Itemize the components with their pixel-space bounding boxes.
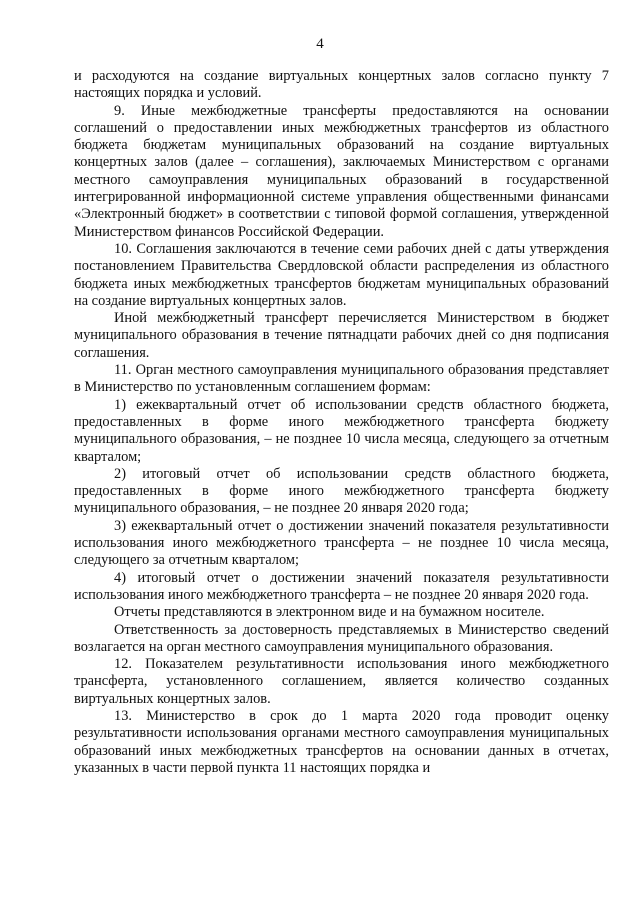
- paragraph-transfer-note: Иной межбюджетный трансферт перечисляется Министерством в бюджет муниципального образования в течение пятнадцати рабочих дней со дня подписания соглашения.: [74, 310, 609, 361]
- paragraph-item-12: 12. Показателем результативности использования иного межбюджетного трансферта, установленного соглашением, является количество созданных виртуальных концертных залов.: [74, 656, 609, 707]
- paragraph-item-9: 9. Иные межбюджетные трансферты предоставляются на основании соглашений о предоставлении иных межбюджетных трансфертов из областного бюджета бюджетам муниципальных образований на создание виртуальных концертных залов (далее – соглашения), заключаемых Министерством с органами местного самоуправления муниципальных образований в государственной интегрированной информационной системе управления общественными финансами «Электронный бюджет» в соответствии с типовой формой соглашения, утвержденной Министерством финансов Российской Федерации.: [74, 102, 609, 240]
- page-number: 4: [316, 36, 324, 52]
- document-body: [74, 68, 609, 777]
- paragraph-item-10: 10. Соглашения заключаются в течение семи рабочих дней с даты утверждения постановлением Правительства Свердловской области распределения из областного бюджета иных межбюджетных трансфертов бюджетам муниципальных образований на создание виртуальных концертных залов.: [74, 240, 609, 309]
- paragraph-subitem-4: 4) итоговый отчет о достижении значений показателя результативности использования иного межбюджетного трансферта – не позднее 20 января 2020 года.: [74, 569, 609, 603]
- paragraph-item-13: 13. Министерство в срок до 1 марта 2020 года проводит оценку результативности использования органами местного самоуправления муниципальных образований иных межбюджетных трансфертов на основании данных в отчетах, указанных в части первой пункта 11 настоящих порядка и: [74, 707, 609, 776]
- paragraph-subitem-2: 2) итоговый отчет об использовании средств областного бюджета, предоставленных в форме иного межбюджетного трансферта бюджету муниципального образования, – не позднее 20 января 2020 года;: [74, 465, 609, 517]
- paragraph-reports-format: Отчеты представляются в электронном виде и на бумажном носителе.: [114, 604, 545, 621]
- paragraph-subitem-1: 1) ежеквартальный отчет об использовании средств областного бюджета, предоставленных в форме иного межбюджетного трансферта бюджету муниципального образования, – не позднее 10 числа месяца, следующего за отчетным кварталом;: [74, 396, 609, 465]
- paragraph-item-11: 11. Орган местного самоуправления муниципального образования представляет в Министерство по установленным соглашением формам:: [74, 362, 609, 396]
- paragraph-continuation: и расходуются на создание виртуальных концертных залов согласно пункту 7 настоящих порядка и условий.: [74, 68, 609, 102]
- paragraph-subitem-3: 3) ежеквартальный отчет о достижении значений показателя результативности использования иного межбюджетного трансферта – не позднее 10 числа месяца, следующего за отчетным кварталом;: [74, 517, 609, 569]
- paragraph-responsibility: Ответственность за достоверность представляемых в Министерство сведений возлагается на орган местного самоуправления муниципального образования.: [74, 621, 609, 655]
